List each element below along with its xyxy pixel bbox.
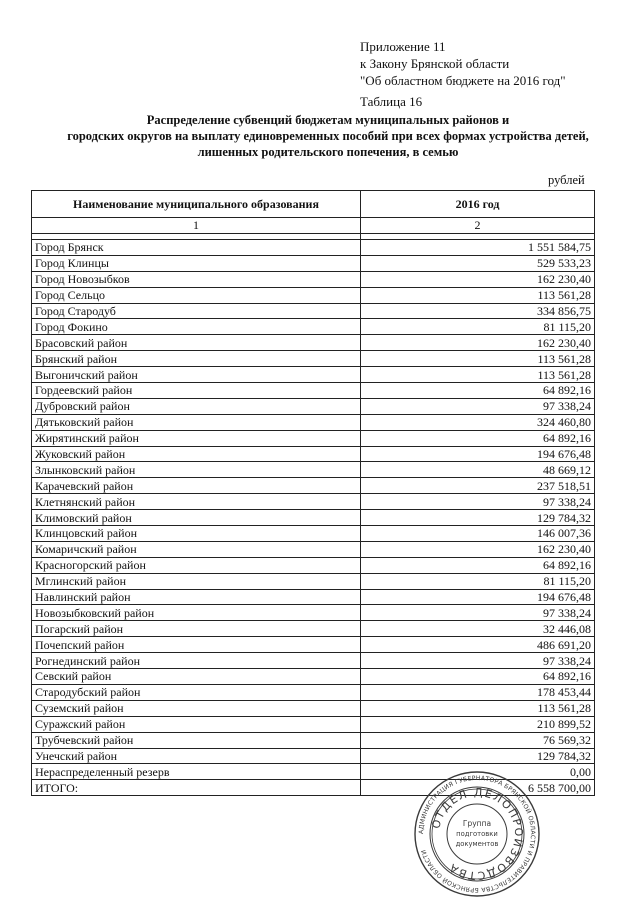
table-row xyxy=(32,414,595,430)
subvention-amount: 64 892,16 xyxy=(361,383,595,399)
subvention-amount: 32 446,08 xyxy=(361,621,595,637)
municipality-name: Рогнединский район xyxy=(32,653,361,669)
municipality-name: Город Фокино xyxy=(32,319,361,335)
subvention-amount: 178 453,44 xyxy=(361,684,595,700)
stamp-icon xyxy=(413,770,541,898)
title-line-3: лишенных родительского попечения, в семью xyxy=(197,145,459,159)
table-header-row xyxy=(32,191,595,218)
municipality-name: Суражский район xyxy=(32,716,361,732)
municipality-name: Трубчевский район xyxy=(32,732,361,748)
subvention-amount: 162 230,40 xyxy=(361,271,595,287)
table-row xyxy=(32,510,595,526)
municipality-name: Дятьковский район xyxy=(32,414,361,430)
municipality-name: Жуковский район xyxy=(32,446,361,462)
municipality-name: Город Сельцо xyxy=(32,287,361,303)
stamp-outer-text: АДМИНИСТРАЦИЯ ГУБЕРНАТОРА БРЯНСКОЙ ОБЛАСТИ И ПРАВИТЕЛЬСТВА БРЯНСКОЙ ОБЛАСТИ xyxy=(417,774,537,894)
municipality-name: Навлинский район xyxy=(32,589,361,605)
stamp-ring-text: ОТДЕЛ ДЕЛОПРОИЗВОДСТВА xyxy=(429,785,526,883)
column-number-1: 1 xyxy=(32,218,361,234)
municipality-name: Город Стародуб xyxy=(32,303,361,319)
header-year: 2016 год xyxy=(361,191,595,218)
municipality-name: Нераспределенный резерв xyxy=(32,764,361,780)
municipality-name: Брянский район xyxy=(32,351,361,367)
appendix-header xyxy=(360,38,566,110)
subvention-amount: 146 007,36 xyxy=(361,526,595,542)
units-label: рублей xyxy=(548,173,585,187)
municipality-name: Унечский район xyxy=(32,748,361,764)
subvention-amount: 194 676,48 xyxy=(361,446,595,462)
municipality-name: Карачевский район xyxy=(32,478,361,494)
subvention-amount: 113 561,28 xyxy=(361,351,595,367)
column-number-2: 2 xyxy=(361,218,595,234)
table-row xyxy=(32,303,595,319)
table-row xyxy=(32,367,595,383)
table-label: Таблица 16 xyxy=(360,94,423,109)
table-row xyxy=(32,462,595,478)
table-row xyxy=(32,446,595,462)
appendix-line-2: к Закону Брянской области xyxy=(360,56,510,71)
subvention-amount: 113 561,28 xyxy=(361,367,595,383)
table-row xyxy=(32,621,595,637)
table-row xyxy=(32,240,595,256)
municipality-name: Клинцовский район xyxy=(32,526,361,542)
municipality-name: Гордеевский район xyxy=(32,383,361,399)
municipality-name: Комаричский район xyxy=(32,541,361,557)
table-row xyxy=(32,573,595,589)
subvention-amount: 486 691,20 xyxy=(361,637,595,653)
municipality-name: Дубровский район xyxy=(32,398,361,414)
subvention-amount: 81 115,20 xyxy=(361,573,595,589)
table-row xyxy=(32,255,595,271)
appendix-line-1: Приложение 11 xyxy=(360,39,446,54)
appendix-line-3: "Об областном бюджете на 2016 год" xyxy=(360,73,566,88)
title-line-1: Распределение субвенций бюджетам муниципальных районов и xyxy=(146,113,510,127)
table-row xyxy=(32,748,595,764)
table-row xyxy=(32,271,595,287)
subvention-table xyxy=(31,190,595,796)
subvention-amount: 324 460,80 xyxy=(361,414,595,430)
stamp-center-line-1: Группа xyxy=(462,819,492,828)
table-body xyxy=(32,234,595,796)
table-row xyxy=(32,589,595,605)
municipality-name: Севский район xyxy=(32,669,361,685)
municipality-name: Новозыбковский район xyxy=(32,605,361,621)
table-row xyxy=(32,557,595,573)
subvention-amount: 210 899,52 xyxy=(361,716,595,732)
subvention-amount: 6 558 700,00 xyxy=(361,780,595,796)
subvention-amount: 48 669,12 xyxy=(361,462,595,478)
subvention-amount: 97 338,24 xyxy=(361,605,595,621)
table-row xyxy=(32,684,595,700)
column-number-row xyxy=(32,218,595,234)
subvention-amount: 97 338,24 xyxy=(361,653,595,669)
table-row xyxy=(32,319,595,335)
municipality-name: Почепский район xyxy=(32,637,361,653)
table-row xyxy=(32,526,595,542)
subvention-amount: 162 230,40 xyxy=(361,335,595,351)
subvention-amount: 129 784,32 xyxy=(361,748,595,764)
municipality-name: Выгоничский район xyxy=(32,367,361,383)
table-row xyxy=(32,398,595,414)
stamp-center-line-2: подготовки xyxy=(456,830,498,838)
stamp-center-line-3: документов xyxy=(455,840,499,848)
subvention-amount: 129 784,32 xyxy=(361,510,595,526)
table-row xyxy=(32,716,595,732)
table-row xyxy=(32,335,595,351)
subvention-amount: 97 338,24 xyxy=(361,398,595,414)
header-municipality: Наименование муниципального образования xyxy=(32,191,361,218)
municipality-name: Стародубский район xyxy=(32,684,361,700)
municipality-name: Брасовский район xyxy=(32,335,361,351)
subvention-amount: 97 338,24 xyxy=(361,494,595,510)
municipality-name: Климовский район xyxy=(32,510,361,526)
municipality-name: Город Брянск xyxy=(32,240,361,256)
municipality-name: ИТОГО: xyxy=(32,780,361,796)
title-line-2: городских округов на выплату единовременных пособий при всех формах устройства детей, xyxy=(67,129,589,143)
table-row xyxy=(32,541,595,557)
subvention-amount: 76 569,32 xyxy=(361,732,595,748)
municipality-name: Мглинский район xyxy=(32,573,361,589)
subvention-amount: 113 561,28 xyxy=(361,700,595,716)
table-row xyxy=(32,494,595,510)
table-row xyxy=(32,669,595,685)
municipality-name: Злынковский район xyxy=(32,462,361,478)
subvention-amount: 0,00 xyxy=(361,764,595,780)
subvention-amount: 529 533,23 xyxy=(361,255,595,271)
municipality-name: Суземский район xyxy=(32,700,361,716)
table-row xyxy=(32,383,595,399)
table-row xyxy=(32,605,595,621)
subvention-amount: 162 230,40 xyxy=(361,541,595,557)
document-title xyxy=(30,112,626,160)
municipality-name: Красногорский район xyxy=(32,557,361,573)
subvention-amount: 334 856,75 xyxy=(361,303,595,319)
subvention-amount: 237 518,51 xyxy=(361,478,595,494)
table-row xyxy=(32,478,595,494)
table-row xyxy=(32,732,595,748)
municipality-name: Город Новозыбков xyxy=(32,271,361,287)
municipality-name: Город Клинцы xyxy=(32,255,361,271)
table-row xyxy=(32,351,595,367)
subvention-amount: 64 892,16 xyxy=(361,430,595,446)
subvention-amount: 81 115,20 xyxy=(361,319,595,335)
municipality-name: Погарский район xyxy=(32,621,361,637)
table-row xyxy=(32,700,595,716)
subvention-amount: 113 561,28 xyxy=(361,287,595,303)
subvention-amount: 64 892,16 xyxy=(361,669,595,685)
subvention-amount: 64 892,16 xyxy=(361,557,595,573)
municipality-name: Жирятинский район xyxy=(32,430,361,446)
official-stamp xyxy=(413,770,541,898)
table-row xyxy=(32,637,595,653)
municipality-name: Клетнянский район xyxy=(32,494,361,510)
table-row xyxy=(32,287,595,303)
subvention-amount: 194 676,48 xyxy=(361,589,595,605)
table-row xyxy=(32,653,595,669)
subvention-amount: 1 551 584,75 xyxy=(361,240,595,256)
table-row xyxy=(32,430,595,446)
